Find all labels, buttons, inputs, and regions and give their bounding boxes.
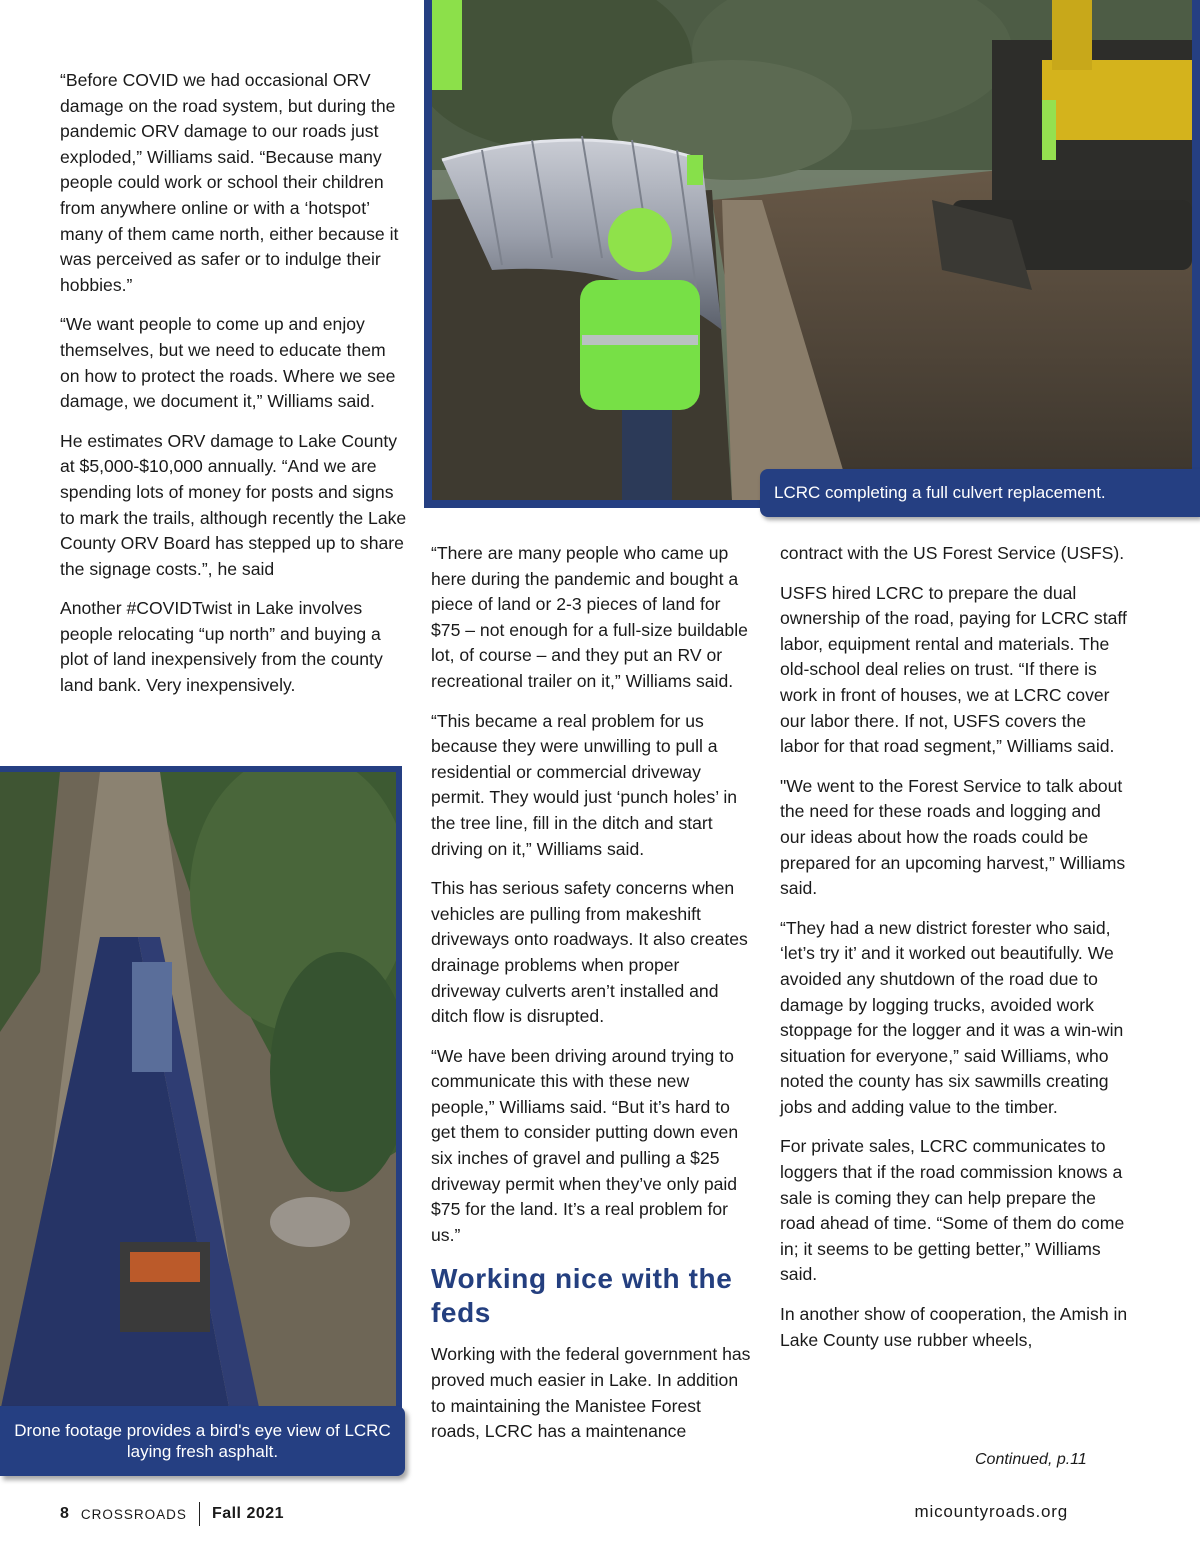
section-heading: Working nice with the feds bbox=[431, 1263, 733, 1329]
paragraph: In another show of cooperation, the Amish in Lake County use rubber wheels, bbox=[780, 1304, 1128, 1350]
paragraph: “There are many people who came up here during the pandemic and bought a piece of land or 2-3 pieces of land for $75 – not enough for a full-size buildable lot, of course – and they put an RV or recreational trailer on it,” Williams said. bbox=[431, 543, 748, 691]
drone-photo-image bbox=[0, 772, 396, 1412]
issue-label: Fall 2021 bbox=[211, 1505, 285, 1522]
drone-photo bbox=[0, 766, 402, 1411]
drone-photo-caption: Drone footage provides a bird's eye view of LCRC laying fresh asphalt. bbox=[0, 1406, 405, 1476]
paragraph: “Before COVID we had occasional ORV damage on the road system, but during the pandemic ORV damage to our roads just exploded,” Williams said. “Because many people could work or school their children from anywhere online or with a ‘hotspot’ many of them came north, either because it was perceived as safer or to indulge their hobbies.” bbox=[60, 70, 399, 295]
culvert-photo bbox=[424, 0, 1200, 508]
paragraph: He estimates ORV damage to Lake County at $5,000-$10,000 annually. “And we are spending lots of money for posts and signs to mark the trails, although recently the Lake County ORV Board has stepped up to share the signage costs.”, he said bbox=[60, 430, 407, 579]
footer-left bbox=[60, 1502, 284, 1526]
culvert-photo-caption: LCRC completing a full culvert replacement. bbox=[760, 469, 1200, 517]
paragraph: Another #COVIDTwist in Lake involves people relocating “up north” and buying a plot of land inexpensively from the county land bank. Very inexpensively. bbox=[60, 598, 383, 696]
paragraph: “They had a new district forester who said, ‘let’s try it’ and it worked out beautifully. We avoided any shutdown of the road due to damage by logging trucks, avoided work stoppage for the logger and it was a win-win situation for everyone,” said Williams, who noted the county has six sawmills creating jobs and adding value to the timber. bbox=[780, 917, 1124, 1117]
paragraph: “We want people to come up and enjoy themselves, but we need to educate them on how to protect the roads. Where we see damage, we document it,” Williams said. bbox=[60, 314, 396, 412]
paragraph: For private sales, LCRC communicates to loggers that if the road commission knows a sale is coming they can help prepare the road ahead of time. “Some of them do come in; it seems to be getting better,” Williams said. bbox=[780, 1136, 1125, 1285]
page-number: 8 bbox=[60, 1505, 69, 1522]
culvert-photo-image bbox=[432, 0, 1192, 500]
publication-name: CROSSROADS bbox=[80, 1506, 187, 1522]
paragraph: USFS hired LCRC to prepare the dual ownership of the road, paying for LCRC staff labor, equipment rental and materials. The old-school deal relies on trust. “If there is work in front of houses, we at LCRC cover our labor there. If not, USFS covers the labor for that road segment,” Williams said. bbox=[780, 582, 1127, 757]
paragraph: Working with the federal government has proved much easier in Lake. In addition to maintaining the Manistee Forest roads, LCRC has a maintenance bbox=[431, 1344, 751, 1442]
paragraph: contract with the US Forest Service (USFS). bbox=[780, 543, 1125, 563]
paragraph: This has serious safety concerns when vehicles are pulling from makeshift driveways onto roadways. It also creates drainage problems when proper driveway culverts aren’t installed and ditch flow is disrupted. bbox=[431, 878, 748, 1027]
paragraph: “We have been driving around trying to communicate this with these new people,” Williams said. “But it’s hard to get them to consider putting down even six inches of gravel and pulling a $25 driveway permit when they’ve only paid $75 for the land. It’s a real problem for us.” bbox=[431, 1045, 739, 1245]
continued-note: Continued, p.11 bbox=[975, 1451, 1087, 1468]
paragraph: "We went to the Forest Service to talk about the need for these roads and logging and our ideas about how the roads could be prepared for an upcoming harvest,” Williams said. bbox=[780, 775, 1126, 899]
article-column-2 bbox=[431, 541, 753, 1459]
website-link[interactable]: micountyroads.org bbox=[914, 1502, 1068, 1521]
article-column-1 bbox=[60, 68, 408, 713]
paragraph: “This became a real problem for us because they were unwilling to pull a residential or commercial driveway permit. They would just ‘punch holes’ in the tree line, fill in the ditch and start driving on it,” Williams said. bbox=[431, 710, 738, 859]
article-column-3 bbox=[780, 541, 1130, 1367]
footer-divider bbox=[199, 1502, 200, 1526]
